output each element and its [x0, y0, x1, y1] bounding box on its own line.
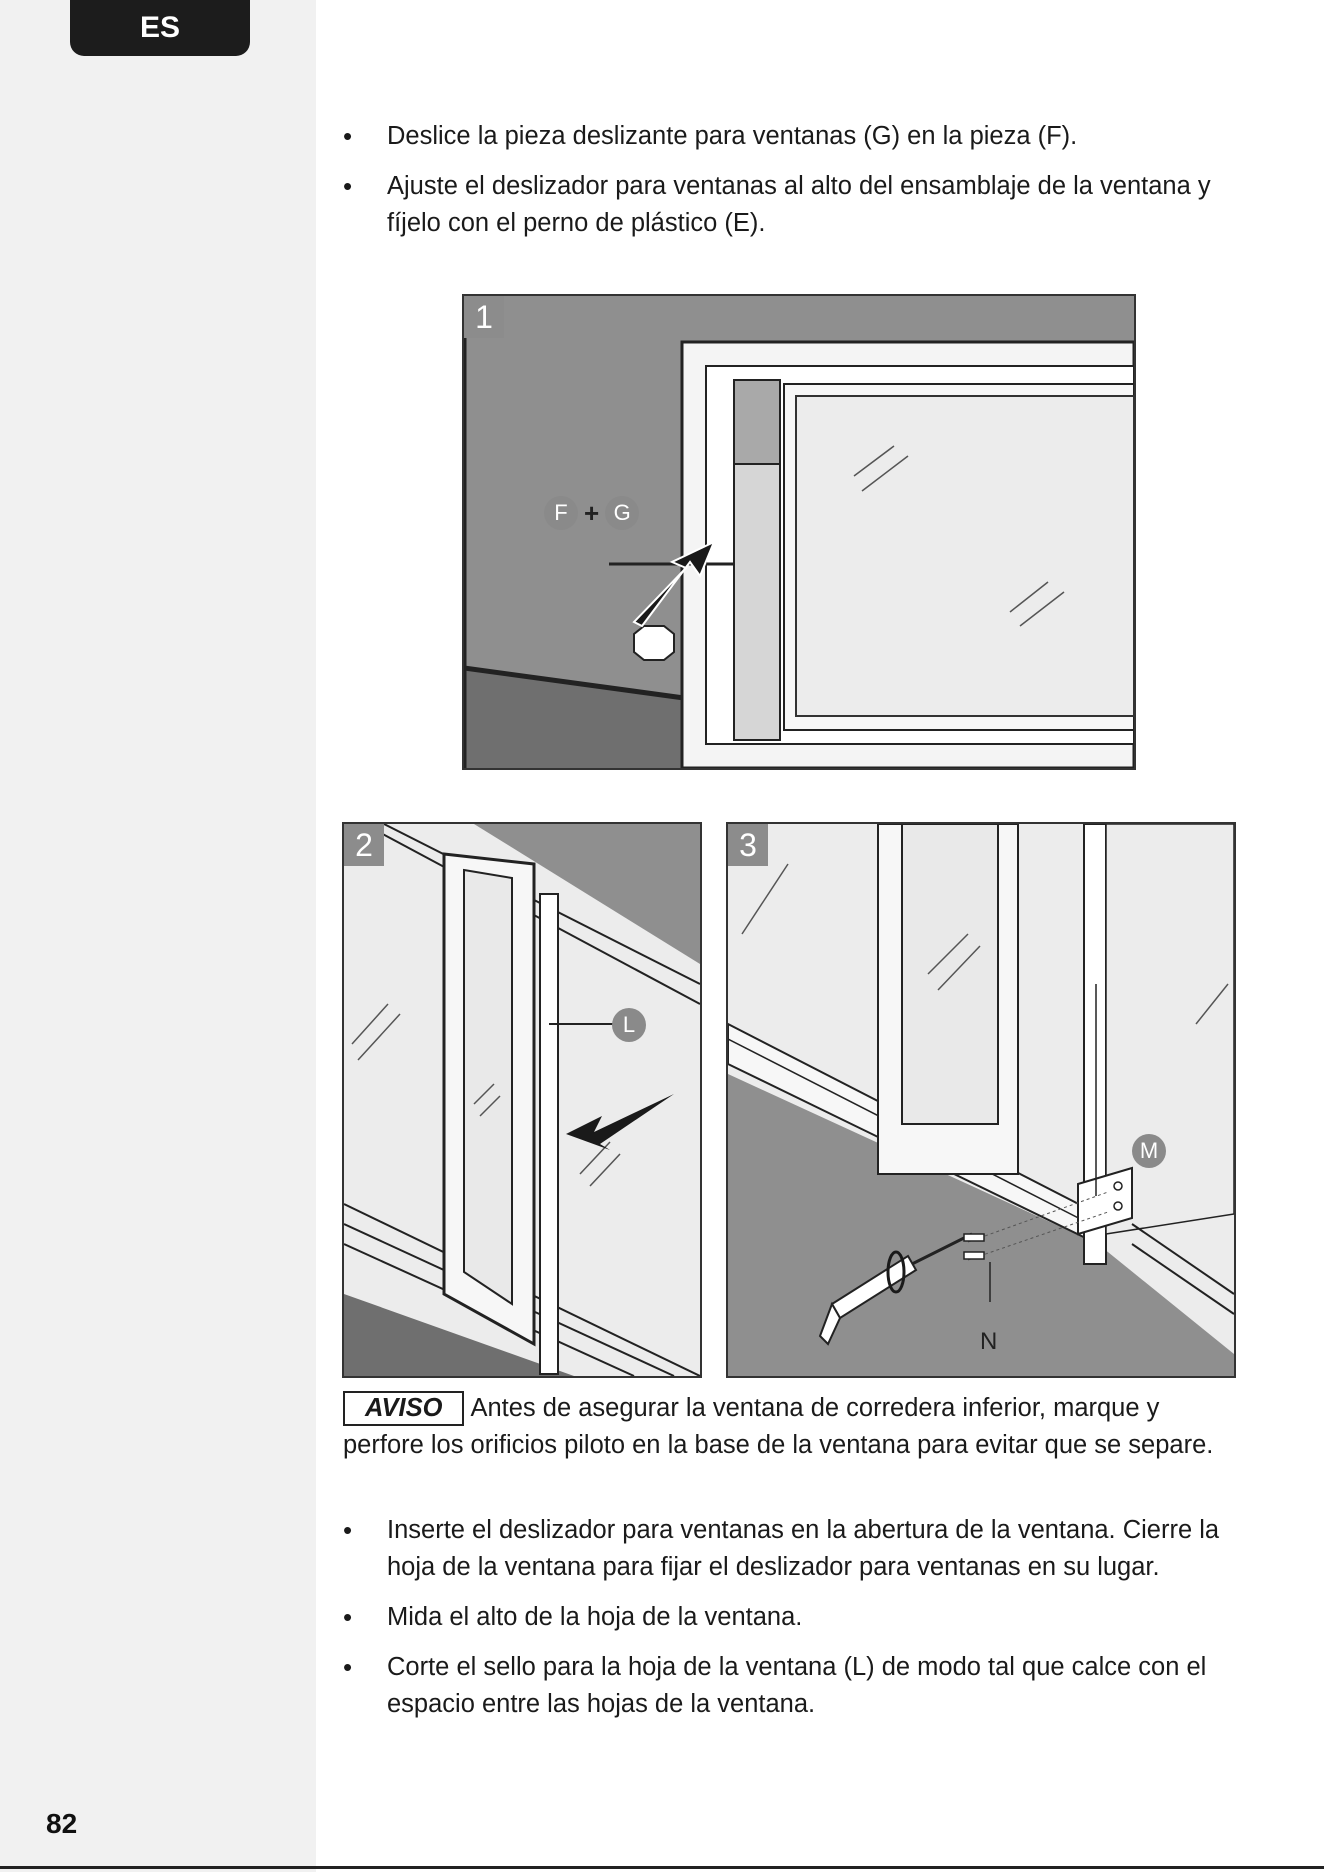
notice-paragraph	[343, 1390, 1243, 1464]
window-screw-illustration	[728, 824, 1234, 1376]
label-g: G	[605, 496, 639, 530]
bullet-item: • Inserte el deslizador para ventanas en la abertura de la ventana. Cierre la hoja de la ventana para fijar el deslizador para ventanas en su lugar.	[343, 1512, 1243, 1586]
window-slider-illustration	[464, 296, 1134, 768]
figure-step-3	[726, 822, 1236, 1378]
label-f: F	[544, 496, 578, 530]
bullet-item: • Ajuste el deslizador para ventanas al alto del ensamblaje de la ventana y fíjelo con el perno de plástico (E).	[343, 168, 1243, 242]
label-n: N	[980, 1328, 998, 1355]
page-number: 82	[46, 1808, 78, 1839]
window-seal-illustration	[344, 824, 700, 1376]
bottom-rule	[0, 1866, 1324, 1869]
notice-text: Antes de asegurar la ventana de corredera inferior, marque y perfore los orificios piloto en la base de la ventana para evitar que se separe.	[343, 1394, 1214, 1459]
label-m: M	[1132, 1134, 1166, 1168]
step-badge: 1	[464, 296, 504, 338]
notice-label: AVISO	[343, 1391, 464, 1426]
bullet-item: • Mida el alto de la hoja de la ventana.	[343, 1599, 1243, 1636]
label-l: L	[612, 1008, 646, 1042]
final-instructions	[343, 1512, 1243, 1736]
label-plus: +	[584, 497, 600, 528]
figure-step-1	[462, 294, 1136, 770]
callout-m	[1132, 1134, 1166, 1168]
step-badge: 2	[344, 824, 384, 866]
bullet-item: • Deslice la pieza deslizante para ventanas (G) en la pieza (F).	[343, 118, 1243, 155]
callout-l	[612, 1008, 646, 1042]
step-badge: 3	[728, 824, 768, 866]
intro-instructions	[343, 118, 1243, 255]
language-tab: ES	[70, 0, 250, 56]
figure-step-2	[342, 822, 702, 1378]
bullet-item: • Corte el sello para la hoja de la ventana (L) de modo tal que calce con el espacio entre las hojas de la ventana.	[343, 1649, 1243, 1723]
page-sidebar	[0, 0, 316, 1872]
callout-f-plus-g	[544, 496, 639, 530]
